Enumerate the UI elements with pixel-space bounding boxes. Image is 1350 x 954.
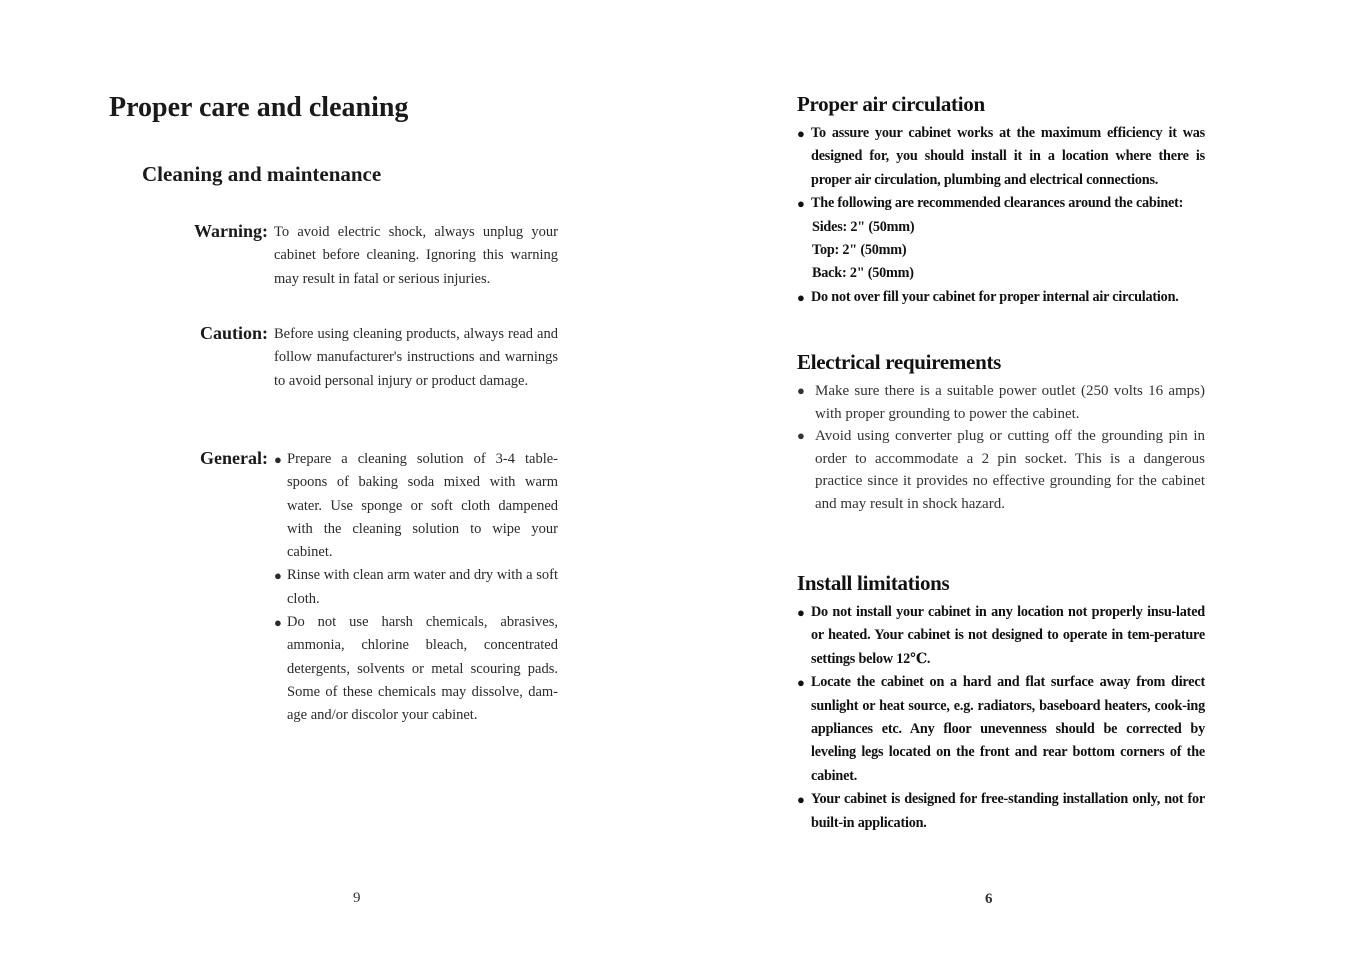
list-item: ● Make sure there is a suitable power outlet (250 volts 16 amps) with proper grounding to power the cabinet. (797, 380, 1205, 425)
bullet-icon: ● (797, 675, 805, 691)
section-title-cleaning: Cleaning and maintenance (142, 162, 382, 186)
bullet-icon: ● (797, 792, 805, 808)
bullet-icon: ● (797, 428, 805, 444)
install-list (797, 601, 1205, 835)
bullet-icon: ● (274, 568, 282, 584)
page-title: Proper care and cleaning (109, 92, 409, 123)
list-item: ● Your cabinet is designed for free-standing installation only, not for built-in application. (797, 788, 1205, 835)
electrical-list (797, 380, 1205, 516)
bullet-icon: ● (274, 615, 282, 631)
clearance-item: Top: 2" (50mm) (812, 242, 907, 259)
general-list (274, 448, 558, 728)
list-item: ● Do not over fill your cabinet for proper internal air circulation. (797, 286, 1205, 309)
list-item: ● Do not use harsh chemicals, abrasives, ammonia, chlorine bleach, concentrated detergents, solvents or metal scouring pads. Some of these chemicals may dissolve, dam-age and/or discolor your cabinet. (274, 611, 558, 727)
bullet-icon: ● (274, 452, 282, 467)
clearance-item: Back: 2" (50mm) (812, 265, 914, 282)
warning-label: Warning: (193, 221, 268, 241)
warning-text: To avoid electric shock, always unplug your cabinet before cleaning. Ignoring this warning may result in fatal or serious injuries. (274, 224, 558, 287)
list-item: ● Prepare a cleaning solution of 3-4 table-spoons of baking soda mixed with warm water. Use sponge or soft cloth dampened with the cleaning solution to wipe your cabinet. (274, 448, 558, 564)
bullet-icon: ● (797, 605, 805, 620)
caution-label: Caution: (199, 323, 268, 343)
list-item: ● Do not install your cabinet in any location not properly insu-lated or heated. Your cabinet is not designed to operate in tem-perature settings below 12℃. (797, 601, 1205, 671)
bullet-icon: ● (797, 289, 805, 305)
bullet-icon: ● (797, 126, 805, 141)
air-list (797, 122, 1205, 309)
list-item: ● The following are recommended clearances around the cabinet: (797, 192, 1205, 215)
list-item: ● Rinse with clean arm water and dry with a soft cloth. (274, 564, 558, 611)
section-title-install: Install limitations (797, 571, 950, 595)
caution-text: Before using cleaning products, always read and follow manufacturer's instructions and warnings to avoid personal injury or product damage. (274, 326, 558, 389)
page-number-right: 6 (985, 891, 993, 907)
list-item: ● To assure your cabinet works at the maximum efficiency it was designed for, you should install it in a location where there is proper air circulation, plumbing and electrical connections. (797, 122, 1205, 192)
bullet-icon: ● (797, 196, 805, 212)
clearance-item: Sides: 2" (50mm) (812, 218, 915, 235)
right-page (675, 0, 1350, 954)
section-title-electrical: Electrical requirements (797, 350, 1002, 374)
section-title-air: Proper air circulation (797, 92, 985, 116)
general-label: General: (200, 448, 268, 468)
list-item: ● Locate the cabinet on a hard and flat surface away from direct sunlight or heat source, e.g. radiators, baseboard heaters, cook-ing appliances etc. Any floor unevenness should be corrected by leveling legs located on the front and rear bottom corners of the cabinet. (797, 671, 1205, 788)
bullet-icon: ● (797, 383, 805, 398)
page-number-left: 9 (353, 890, 361, 906)
list-item: ● Avoid using converter plug or cutting off the grounding pin in order to accommodate a 2 pin socket. This is a dangerous practice since it provides no effective grounding for the cabinet and may result in shock hazard. (797, 425, 1205, 515)
